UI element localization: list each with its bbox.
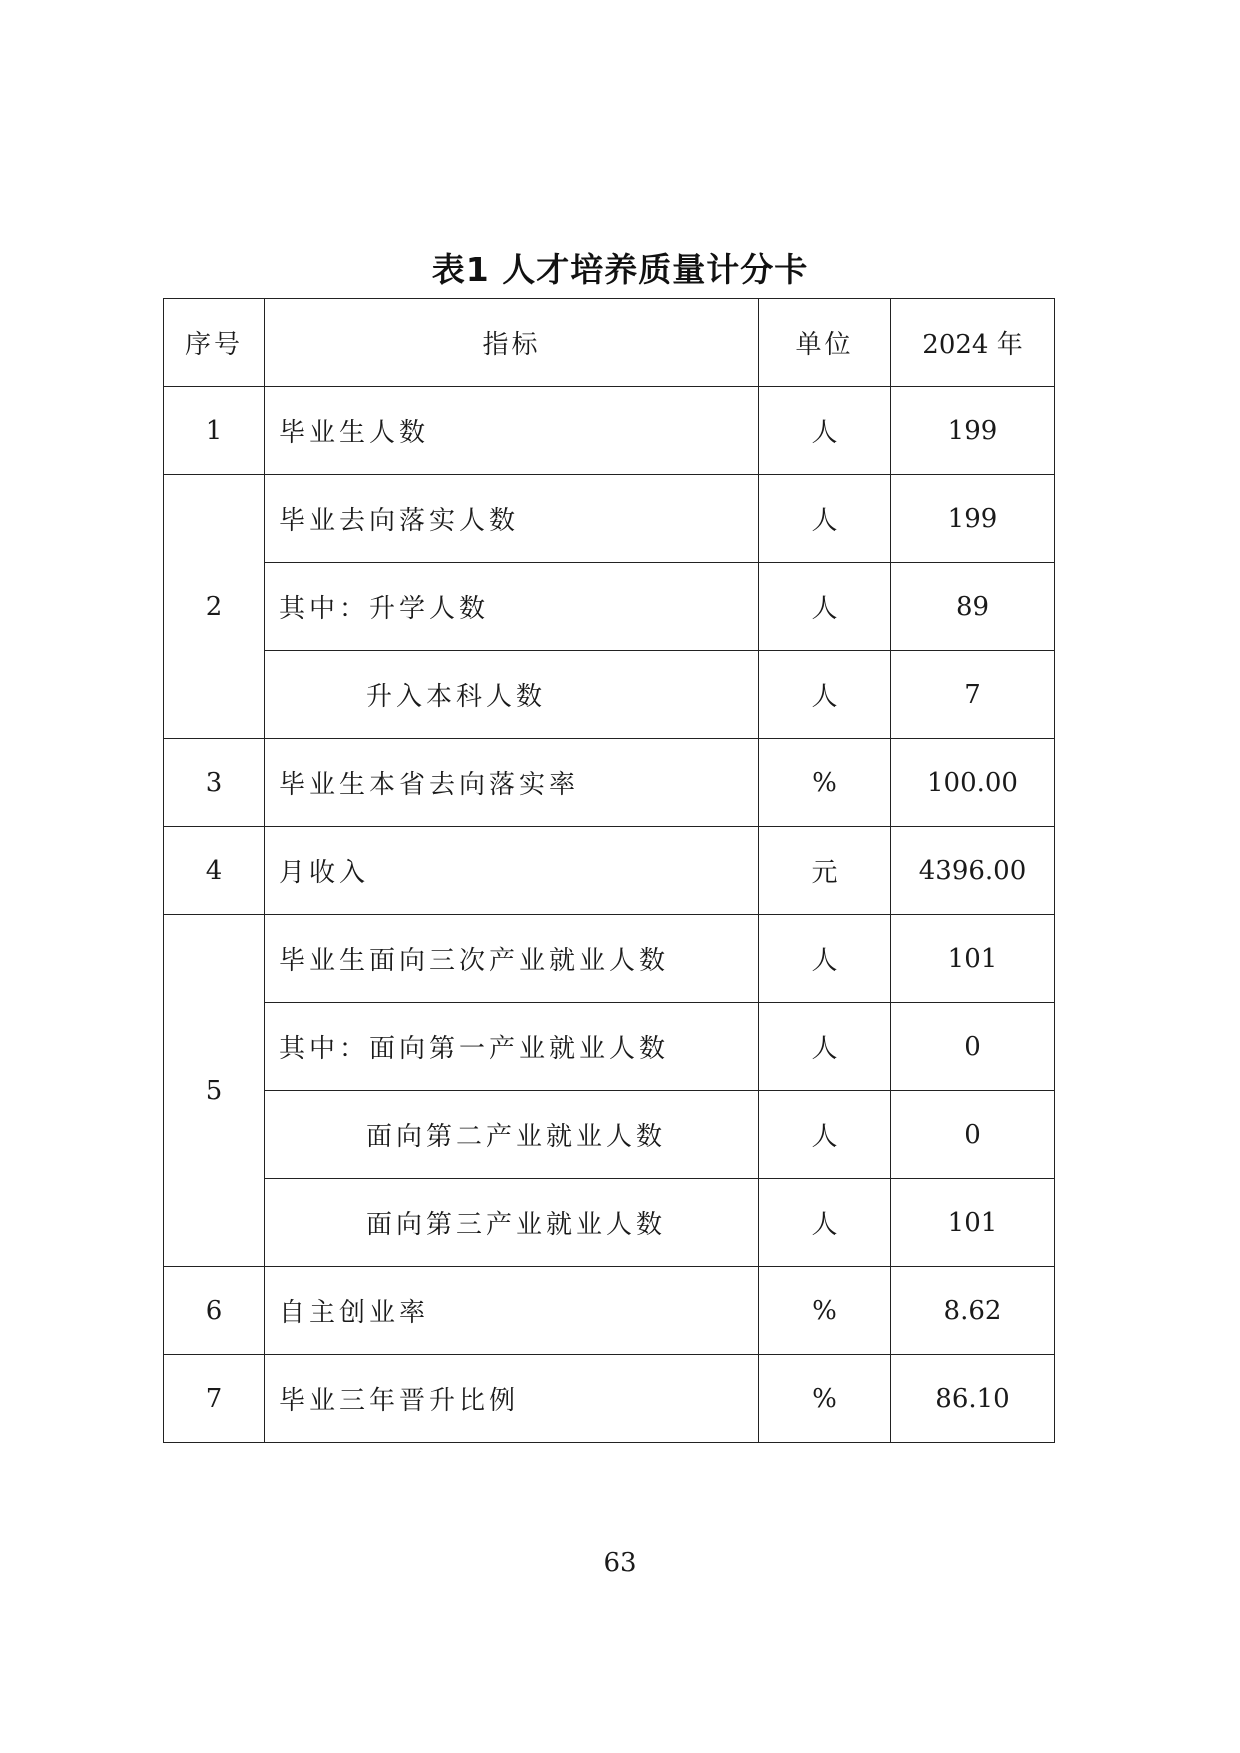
row-unit: 人	[759, 651, 891, 739]
row-unit: 人	[759, 387, 891, 475]
row-unit: 人	[759, 475, 891, 563]
row-unit: %	[759, 739, 891, 827]
row-seq: 4	[164, 827, 265, 915]
row-value: 101	[891, 1179, 1055, 1267]
row-seq: 7	[164, 1355, 265, 1443]
row-value: 89	[891, 563, 1055, 651]
talent-quality-scorecard-table	[163, 298, 1055, 1443]
header-seq: 序号	[164, 299, 265, 387]
row-seq: 1	[164, 387, 265, 475]
row-seq: 3	[164, 739, 265, 827]
table-row	[164, 915, 1055, 1003]
row-indicator: 其中：面向第一产业就业人数	[265, 1003, 759, 1091]
row-indicator: 毕业生面向三次产业就业人数	[265, 915, 759, 1003]
row-unit: 人	[759, 1179, 891, 1267]
row-indicator: 月收入	[265, 827, 759, 915]
table-row	[164, 827, 1055, 915]
table-row	[164, 1355, 1055, 1443]
page-number: 63	[603, 1548, 637, 1578]
row-unit: 人	[759, 915, 891, 1003]
table-row	[164, 1091, 1055, 1179]
row-value: 86.10	[891, 1355, 1055, 1443]
header-unit: 单位	[759, 299, 891, 387]
row-unit: 元	[759, 827, 891, 915]
table-row	[164, 1267, 1055, 1355]
row-indicator: 升入本科人数	[265, 651, 759, 739]
row-indicator: 毕业生本省去向落实率	[265, 739, 759, 827]
table-row	[164, 739, 1055, 827]
row-seq: 6	[164, 1267, 265, 1355]
header-year: 2024 年	[891, 299, 1055, 387]
row-value: 101	[891, 915, 1055, 1003]
row-value: 0	[891, 1003, 1055, 1091]
row-value: 4396.00	[891, 827, 1055, 915]
table-row	[164, 1179, 1055, 1267]
table-row	[164, 387, 1055, 475]
row-seq: 2	[164, 475, 265, 739]
row-unit: %	[759, 1267, 891, 1355]
table-header-row	[164, 299, 1055, 387]
row-value: 0	[891, 1091, 1055, 1179]
row-unit: %	[759, 1355, 891, 1443]
row-unit: 人	[759, 563, 891, 651]
row-indicator: 毕业去向落实人数	[265, 475, 759, 563]
header-indicator: 指标	[265, 299, 759, 387]
row-unit: 人	[759, 1003, 891, 1091]
row-unit: 人	[759, 1091, 891, 1179]
row-indicator: 面向第二产业就业人数	[265, 1091, 759, 1179]
row-value: 199	[891, 475, 1055, 563]
row-indicator: 毕业生人数	[265, 387, 759, 475]
row-indicator: 其中：升学人数	[265, 563, 759, 651]
row-value: 199	[891, 387, 1055, 475]
row-seq: 5	[164, 915, 265, 1267]
row-value: 100.00	[891, 739, 1055, 827]
row-value: 7	[891, 651, 1055, 739]
row-indicator: 自主创业率	[265, 1267, 759, 1355]
table-title: 表1 人才培养质量计分卡	[431, 250, 809, 289]
table-row	[164, 475, 1055, 563]
row-indicator: 毕业三年晋升比例	[265, 1355, 759, 1443]
row-indicator: 面向第三产业就业人数	[265, 1179, 759, 1267]
table-row	[164, 651, 1055, 739]
row-value: 8.62	[891, 1267, 1055, 1355]
table-row	[164, 563, 1055, 651]
table-row	[164, 1003, 1055, 1091]
